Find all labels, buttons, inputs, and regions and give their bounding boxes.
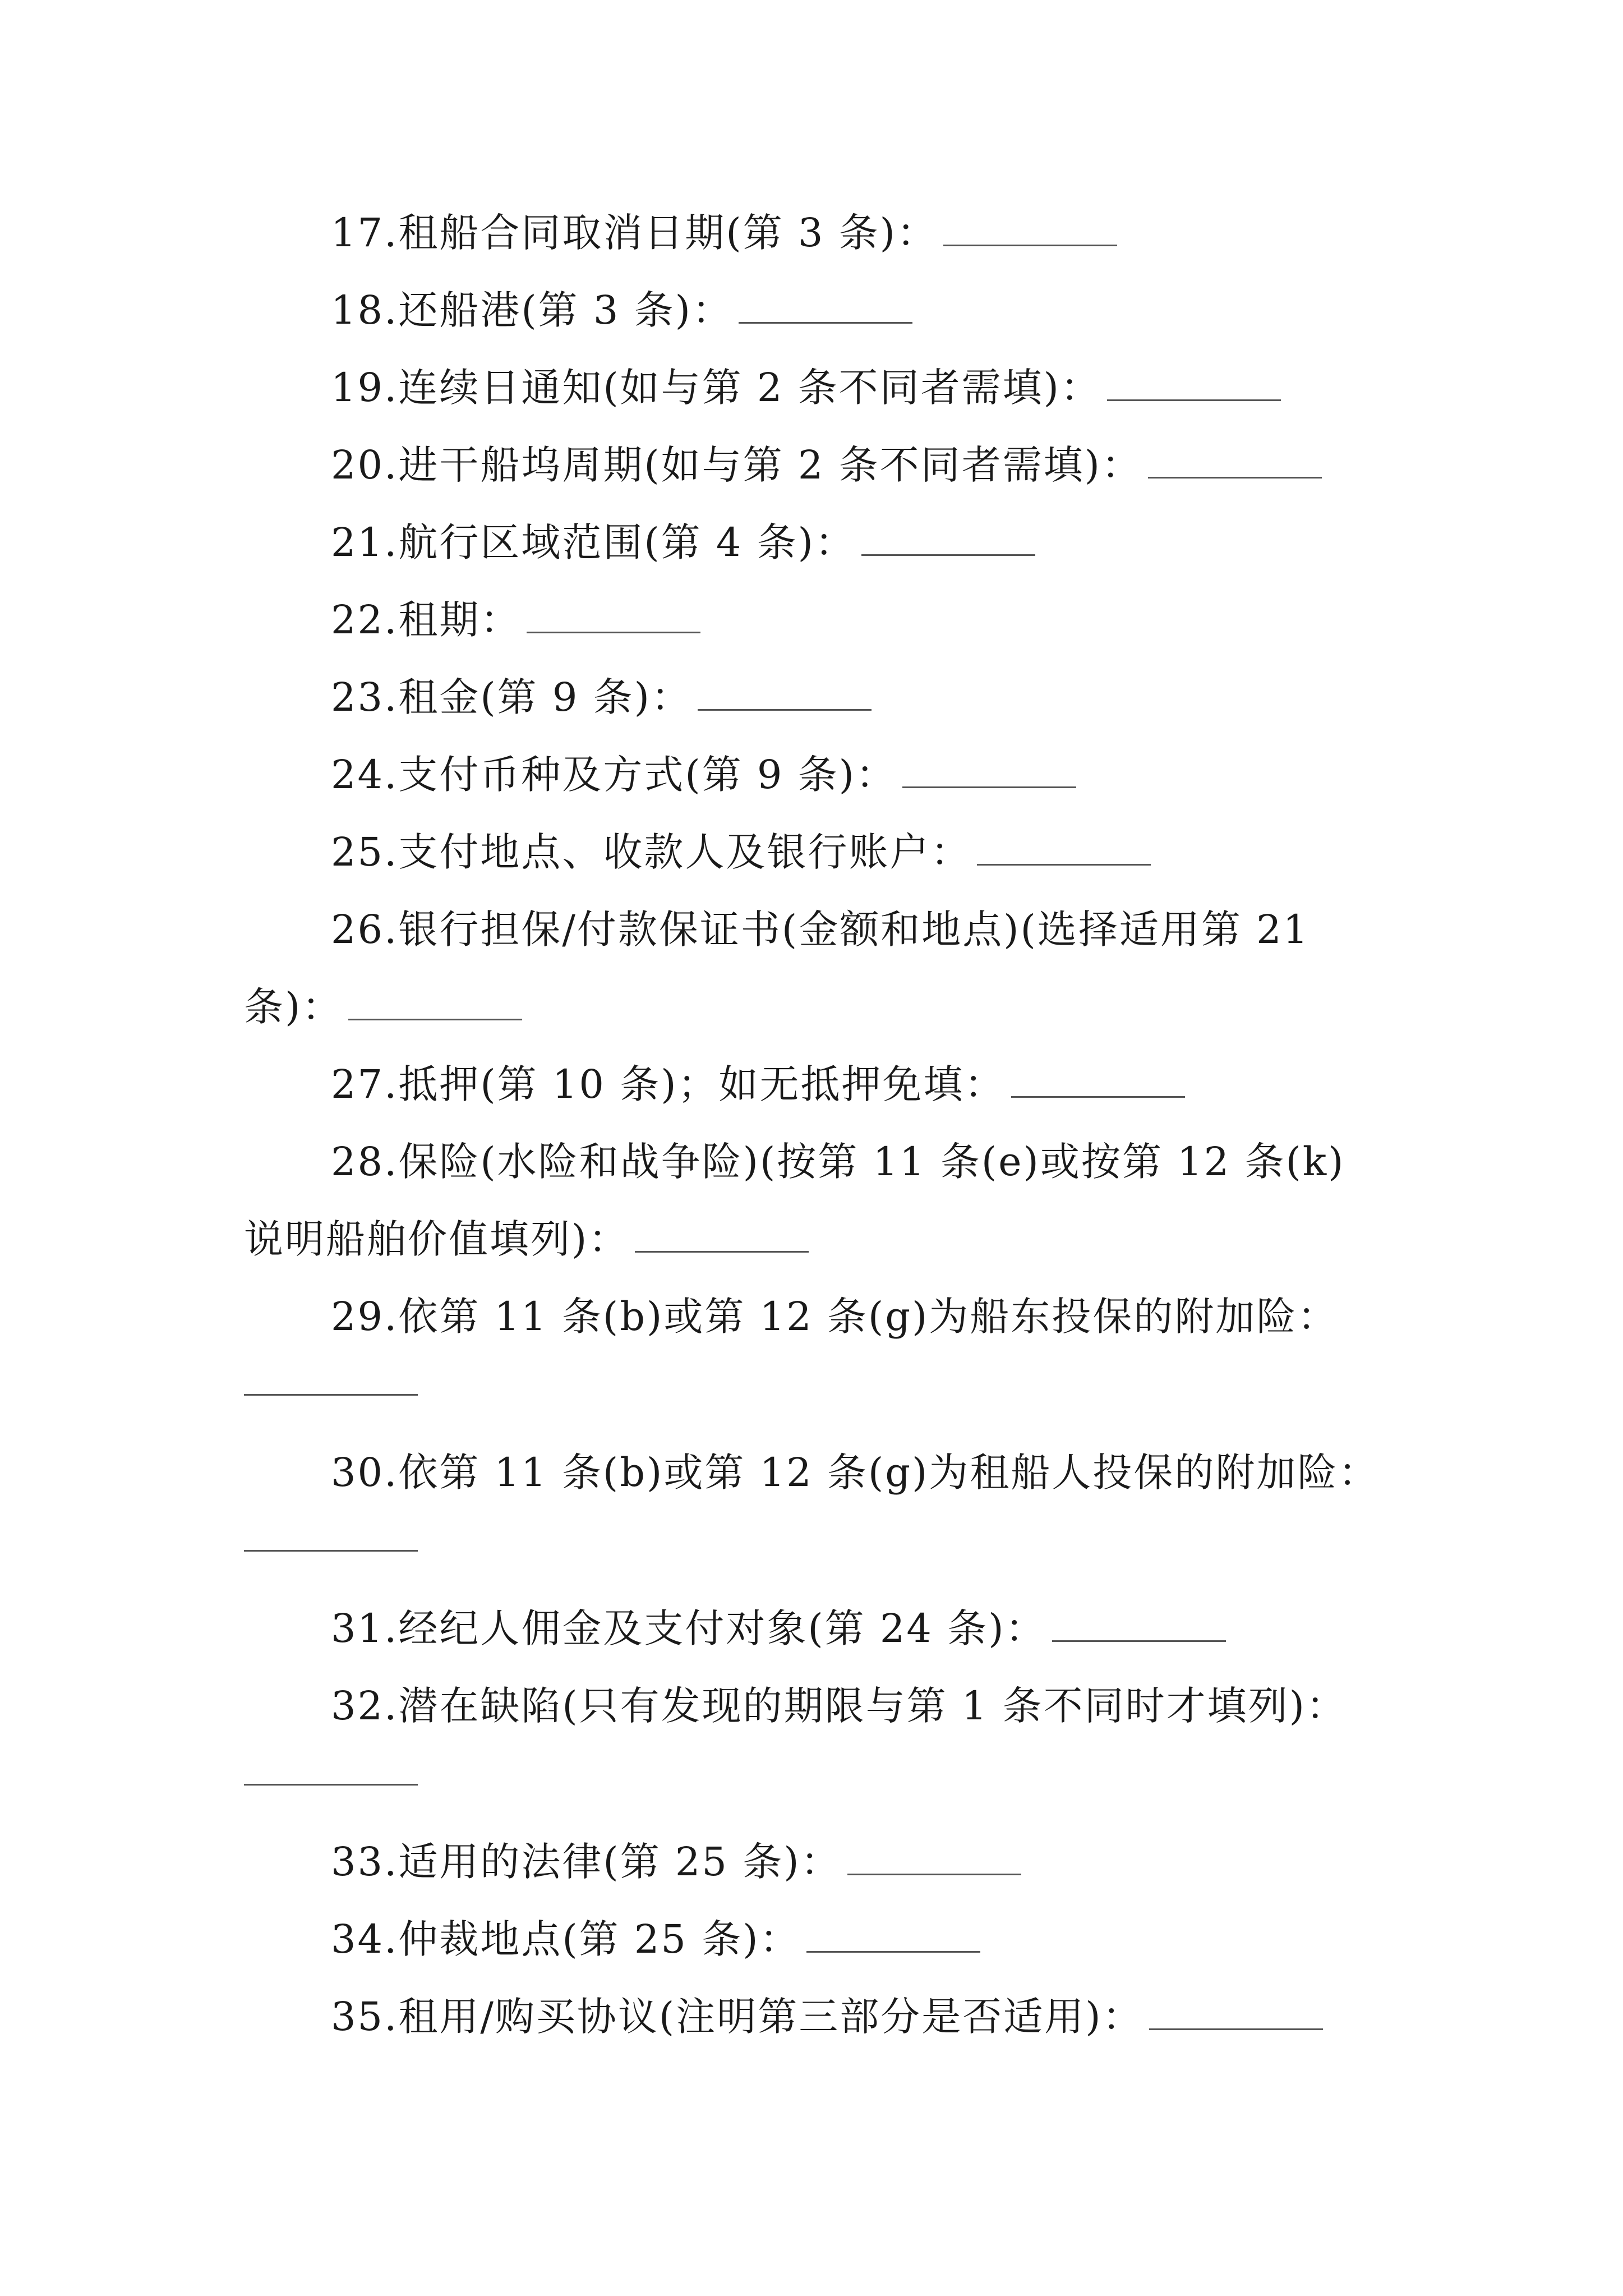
form-item-label: 22.租期： <box>331 597 522 643</box>
form-item-label: 29.依第 11 条(b)或第 12 条(g)为船东投保的附加险： <box>331 1294 1339 1340</box>
fill-in-blank[interactable] <box>739 288 912 324</box>
form-item-label: 27.抵押(第 10 条)；如无抵押免填： <box>331 1061 1006 1107</box>
form-item-label: 23.租金(第 9 条)： <box>331 674 692 720</box>
form-item-29 <box>331 1291 1338 1342</box>
form-item-27 <box>331 1059 1185 1110</box>
fill-in-blank[interactable] <box>1107 366 1281 401</box>
form-item-label: 17.租船合同取消日期(第 3 条)： <box>331 210 938 256</box>
fill-in-blank[interactable] <box>698 675 872 711</box>
fill-in-blank[interactable] <box>244 1550 418 1552</box>
fill-in-blank[interactable] <box>244 1784 418 1786</box>
form-item-label: 31.经纪人佣金及支付对象(第 24 条)： <box>331 1605 1046 1651</box>
fill-in-blank[interactable] <box>635 1217 809 1253</box>
form-item-26-continuation <box>244 982 522 1032</box>
form-item-25 <box>331 827 1151 877</box>
form-item-28-continuation <box>244 1214 809 1264</box>
form-item-20 <box>331 440 1322 490</box>
fill-in-blank[interactable] <box>348 985 522 1020</box>
form-item-label: 18.还船港(第 3 条)： <box>331 287 733 333</box>
form-item-32 <box>331 1681 1347 1731</box>
form-item-17 <box>331 208 1117 258</box>
form-item-label-continuation: 说明船舶价值填列)： <box>244 1216 630 1262</box>
form-item-label: 21.航行区域范围(第 4 条)： <box>331 519 856 565</box>
fill-in-blank[interactable] <box>1052 1607 1226 1642</box>
fill-in-blank[interactable] <box>861 521 1035 556</box>
form-item-label: 25.支付地点、收款人及银行账户： <box>331 829 972 875</box>
form-item-label-continuation: 条)： <box>244 984 343 1030</box>
fill-in-blank[interactable] <box>977 830 1151 866</box>
form-item-31 <box>331 1603 1226 1654</box>
form-item-19 <box>331 362 1281 413</box>
form-item-22 <box>331 595 700 645</box>
form-item-label: 26.银行担保/付款保证书(金额和地点)(选择适用第 21 <box>331 907 1310 953</box>
fill-in-blank[interactable] <box>1149 1995 1323 2030</box>
fill-in-blank[interactable] <box>806 1917 980 1953</box>
form-item-21 <box>331 517 1035 568</box>
fill-in-blank[interactable] <box>1148 443 1322 478</box>
form-item-label: 30.依第 11 条(b)或第 12 条(g)为租船人投保的附加险： <box>331 1450 1380 1496</box>
form-item-label: 24.支付币种及方式(第 9 条)： <box>331 752 897 798</box>
form-item-24 <box>331 749 1076 800</box>
fill-in-blank[interactable] <box>902 753 1076 788</box>
form-item-26 <box>331 904 1310 955</box>
form-item-label: 35.租用/购买协议(注明第三部分是否适用)： <box>331 1994 1144 2040</box>
form-item-label: 32.潜在缺陷(只有发现的期限与第 1 条不同时才填列)： <box>331 1683 1347 1729</box>
fill-in-blank[interactable] <box>847 1840 1021 1875</box>
form-item-label: 33.适用的法律(第 25 条)： <box>331 1839 842 1885</box>
form-item-30 <box>331 1447 1379 1498</box>
fill-in-blank[interactable] <box>943 211 1117 246</box>
fill-in-blank[interactable] <box>527 598 700 633</box>
form-item-33 <box>331 1837 1021 1887</box>
form-item-23 <box>331 672 872 723</box>
form-item-label: 28.保险(水险和战争险)(按第 11 条(e)或按第 12 条(k) <box>331 1139 1345 1185</box>
form-item-label: 19.连续日通知(如与第 2 条不同者需填)： <box>331 365 1101 411</box>
form-item-18 <box>331 285 912 335</box>
form-item-label: 20.进干船坞周期(如与第 2 条不同者需填)： <box>331 442 1142 488</box>
fill-in-blank[interactable] <box>244 1394 418 1396</box>
form-item-28 <box>331 1137 1345 1187</box>
form-item-35 <box>331 1991 1323 2042</box>
form-item-34 <box>331 1914 980 1964</box>
form-item-label: 34.仲裁地点(第 25 条)： <box>331 1916 801 1962</box>
fill-in-blank[interactable] <box>1011 1062 1185 1098</box>
